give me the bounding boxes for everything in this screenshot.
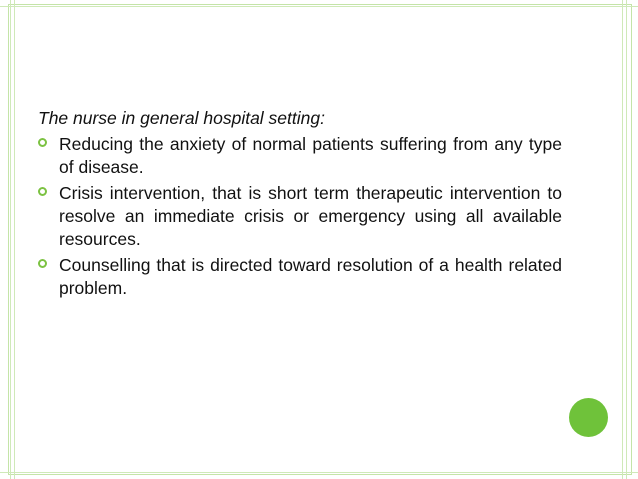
bullet-item xyxy=(38,254,562,300)
slide-heading: The nurse in general hospital setting: xyxy=(38,108,325,128)
frame-line-left-outer xyxy=(10,0,11,479)
frame-line-left-inner xyxy=(14,0,15,479)
bullet-item xyxy=(38,182,562,251)
frame-line-top xyxy=(0,6,638,7)
corner-dot-decoration xyxy=(569,398,608,437)
bullet-text: Crisis intervention, that is short term therapeutic intervention to resolve an immediate crisis or emergency using all available resources. xyxy=(59,183,562,249)
slide-content xyxy=(38,107,562,303)
bullet-text: Reducing the anxiety of normal patients suffering from any type of disease. xyxy=(59,134,562,177)
bullet-list xyxy=(38,133,562,300)
frame-line-bottom xyxy=(0,472,638,473)
circle-bullet-icon xyxy=(38,187,47,196)
frame-line-right-outer xyxy=(626,0,627,479)
frame-line-right-inner xyxy=(622,0,623,479)
bullet-text: Counselling that is directed toward resolution of a health related problem. xyxy=(59,255,562,298)
circle-bullet-icon xyxy=(38,138,47,147)
bullet-item xyxy=(38,133,562,179)
circle-bullet-icon xyxy=(38,259,47,268)
